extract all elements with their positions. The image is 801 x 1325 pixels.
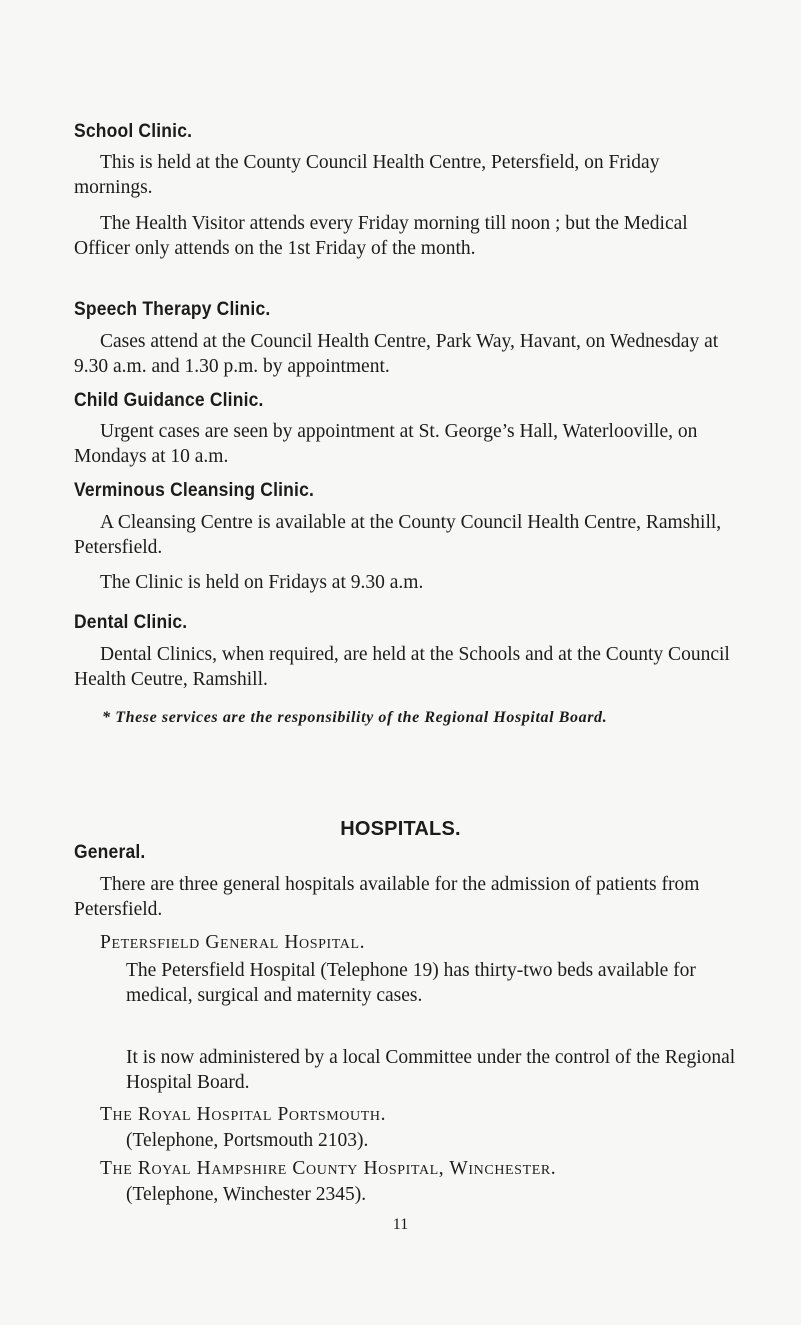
hospitals-title: HOSPITALS. xyxy=(340,818,461,840)
hospital-detail: (Telephone, Winchester 2345). xyxy=(126,1184,367,1205)
paragraph: Urgent cases are seen by appointment at St. George’s Hall, Waterlooville, on Mondays at 10 a.m. xyxy=(74,421,698,467)
paragraph: A Cleansing Centre is available at the County Council Health Centre, Ramshill, Petersfield. xyxy=(74,512,722,558)
paragraph: Cases attend at the Council Health Centre, Park Way, Havant, on Wednesday at 9.30 a.m. and 1.30 p.m. by appointment. xyxy=(74,331,719,377)
hospital-name: Petersfield General Hospital. xyxy=(100,932,366,953)
heading-school-clinic: School Clinic. xyxy=(74,121,193,142)
hospital-detail: (Telephone, Portsmouth 2103). xyxy=(126,1130,369,1151)
paragraph: The Clinic is held on Fridays at 9.30 a.m. xyxy=(100,572,424,593)
paragraph: The Health Visitor attends every Friday morning till noon ; but the Medical Officer only attends on the 1st Friday of the month. xyxy=(74,213,688,259)
paragraph: There are three general hospitals available for the admission of patients from Petersfield. xyxy=(74,874,700,920)
hospital-name: The Royal Hampshire County Hospital, Winchester. xyxy=(100,1158,557,1179)
page-number: 11 xyxy=(392,1216,409,1233)
footnote: * These services are the responsibility of the Regional Hospital Board. xyxy=(102,709,608,726)
heading-general: General. xyxy=(74,842,146,863)
heading-verminous-cleansing-clinic: Verminous Cleansing Clinic. xyxy=(74,480,315,501)
heading-child-guidance-clinic: Child Guidance Clinic. xyxy=(74,390,264,411)
hospital-name: The Royal Hospital Portsmouth. xyxy=(100,1104,387,1125)
hospital-detail: It is now administered by a local Committee under the control of the Regional Hospital Board. xyxy=(126,1047,736,1093)
heading-speech-therapy-clinic: Speech Therapy Clinic. xyxy=(74,299,271,320)
hospital-detail: The Petersfield Hospital (Telephone 19) has thirty-two beds available for medical, surgical and maternity cases. xyxy=(126,960,696,1006)
paragraph: Dental Clinics, when required, are held at the Schools and at the County Council Health Ceutre, Ramshill. xyxy=(74,644,730,690)
paragraph: This is held at the County Council Health Centre, Petersfield, on Friday mornings. xyxy=(74,152,660,198)
heading-dental-clinic: Dental Clinic. xyxy=(74,612,188,633)
